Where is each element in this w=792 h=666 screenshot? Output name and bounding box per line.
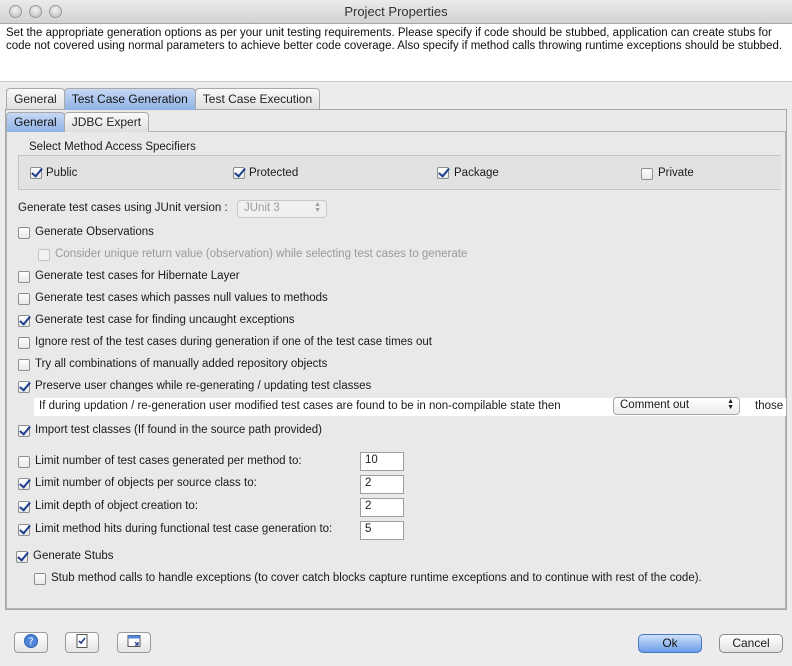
cancel-button[interactable]: Cancel	[719, 634, 783, 653]
tab-jdbc-expert[interactable]: JDBC Expert	[64, 112, 149, 132]
import-classes-label: Import test classes (If found in the source path provided)	[35, 424, 323, 436]
restore-window-button[interactable]	[117, 632, 151, 653]
ok-button[interactable]: Ok	[638, 634, 702, 653]
defaults-button[interactable]	[65, 632, 99, 653]
limit-tests-per-method-input[interactable]: 10	[360, 452, 404, 471]
generate-observations-label: Generate Observations	[35, 226, 154, 238]
limit-object-depth-checkbox[interactable]	[18, 501, 30, 513]
limit-tests-per-method-label: Limit number of test cases generated per method to:	[35, 455, 302, 467]
modified-tests-label: If during updation / re-generation user modified test cases are found to be in non-compilable state then	[39, 400, 561, 412]
hibernate-label: Generate test cases for Hibernate Layer	[35, 270, 240, 282]
inner-tab-bar	[6, 112, 148, 132]
modified-tests-action-value: Comment out	[620, 399, 690, 411]
modified-tests-action-select[interactable]	[613, 397, 740, 415]
package-checkbox[interactable]	[437, 167, 449, 179]
unique-return-label: Consider unique return value (observation) while selecting test cases to generate	[55, 248, 468, 260]
tab-inner-general[interactable]: General	[6, 112, 65, 132]
updown-arrows-icon: ▲ ▼	[314, 201, 321, 214]
package-label: Package	[454, 167, 499, 179]
private-label: Private	[658, 167, 694, 179]
stub-exceptions-checkbox[interactable]	[34, 573, 46, 585]
combinations-label: Try all combinations of manually added repository objects	[35, 358, 328, 370]
generate-stubs-label: Generate Stubs	[33, 550, 114, 562]
help-button[interactable]	[14, 632, 48, 653]
preserve-changes-label: Preserve user changes while re-generating / updating test classes	[35, 380, 372, 392]
public-label: Public	[46, 167, 78, 179]
limit-objects-per-class-checkbox[interactable]	[18, 478, 30, 490]
limit-method-hits-label: Limit method hits during functional test case generation to:	[35, 523, 333, 535]
generate-stubs-checkbox[interactable]	[16, 551, 28, 563]
limit-tests-per-method-checkbox[interactable]	[18, 456, 30, 468]
window-title: Project Properties	[344, 4, 448, 19]
junit-version-label: Generate test cases using JUnit version :	[18, 202, 228, 214]
window-icon	[126, 633, 142, 652]
limit-object-depth-label: Limit depth of object creation to:	[35, 500, 199, 512]
modified-tests-suffix: those	[755, 400, 784, 412]
limit-objects-per-class-input[interactable]: 2	[360, 475, 404, 494]
null-values-checkbox[interactable]	[18, 293, 30, 305]
tab-test-case-execution[interactable]: Test Case Execution	[195, 88, 320, 110]
updown-arrows-icon: ▲ ▼	[727, 398, 734, 411]
junit-version-value: JUnit 3	[244, 202, 280, 214]
svg-text:?: ?	[28, 636, 34, 648]
protected-label: Protected	[249, 167, 299, 179]
outer-tab-bar	[6, 88, 319, 110]
uncaught-exceptions-checkbox[interactable]	[18, 315, 30, 327]
public-checkbox[interactable]	[30, 167, 42, 179]
description-text: Set the appropriate generation options as per your unit testing requirements. Please specify if code should be stubbed, application can create stubs for code not covered using normal parameters to achieve better code coverage. Also specify if method calls throwing runtime exceptions should be stubbed.	[0, 24, 792, 82]
access-specifiers-title: Select Method Access Specifiers	[29, 141, 196, 153]
preserve-changes-checkbox[interactable]	[18, 381, 30, 393]
combinations-checkbox[interactable]	[18, 359, 30, 371]
title-bar	[0, 0, 792, 24]
ignore-rest-label: Ignore rest of the test cases during generation if one of the test case times out	[35, 336, 432, 348]
private-checkbox[interactable]	[641, 168, 653, 180]
null-values-label: Generate test cases which passes null values to methods	[35, 292, 328, 304]
tab-general[interactable]: General	[6, 88, 65, 110]
tab-test-case-generation[interactable]: Test Case Generation	[64, 88, 196, 110]
limit-objects-per-class-label: Limit number of objects per source class to:	[35, 477, 257, 489]
limit-method-hits-checkbox[interactable]	[18, 524, 30, 536]
ignore-rest-checkbox[interactable]	[18, 337, 30, 349]
stub-exceptions-label: Stub method calls to handle exceptions (to cover catch blocks capture runtime exceptions and to continue with rest of the code).	[51, 572, 702, 584]
junit-version-select[interactable]	[237, 200, 327, 218]
limit-object-depth-input[interactable]: 2	[360, 498, 404, 517]
import-classes-checkbox[interactable]	[18, 425, 30, 437]
unique-return-checkbox[interactable]	[38, 249, 50, 261]
limit-method-hits-input[interactable]: 5	[360, 521, 404, 540]
generate-observations-checkbox[interactable]	[18, 227, 30, 239]
protected-checkbox[interactable]	[233, 167, 245, 179]
hibernate-checkbox[interactable]	[18, 271, 30, 283]
help-icon	[23, 633, 39, 652]
uncaught-exceptions-label: Generate test case for finding uncaught exceptions	[35, 314, 295, 326]
checklist-icon	[74, 633, 90, 652]
